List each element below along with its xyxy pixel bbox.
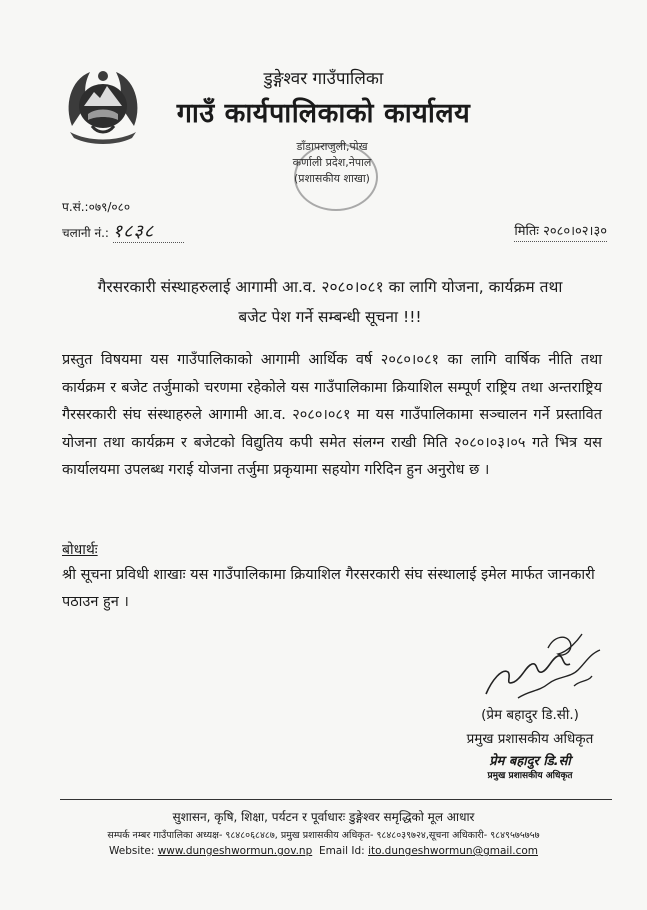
stamp-line: (प्रशासकीय शाखा) xyxy=(294,172,370,185)
office-stamp xyxy=(276,135,388,217)
email-link[interactable]: ito.dungeshwormun@gmail.com xyxy=(368,845,539,857)
bodhartha-text: श्री सूचना प्रविधी शाखाः यस गाउँपालिकामा क्रियाशिल गैरसरकारी संघ संस्थालाई इमेल मार्फत जानकारी पठाउन हुन । xyxy=(62,567,595,610)
signatory-name: (प्रेम बहादुर डि.सी.) xyxy=(481,707,579,723)
email-label: Email Id: xyxy=(318,845,365,857)
signatory-stamp-name: प्रेम बहादुर डि.सी xyxy=(489,754,571,769)
patra-label: प.सं.: xyxy=(62,200,89,214)
date-label: मितिः xyxy=(514,224,539,239)
chalani-label: चलानी नं.: xyxy=(62,226,109,240)
signatory-title: प्रमुख प्रशासकीय अधिकृत xyxy=(466,731,594,747)
website-label: Website: xyxy=(108,845,155,857)
patra-sankhya xyxy=(62,198,130,215)
municipality-name: डुङ्गेश्वर गाउँपालिका xyxy=(263,69,384,89)
date-value: २०८०।०२।३० xyxy=(543,224,607,239)
notice-subject xyxy=(60,272,600,332)
stamp-line: कर्णाली प्रदेश,नेपाल xyxy=(292,156,372,169)
chalani-number xyxy=(62,219,184,243)
website-link[interactable]: www.dungeshwormun.gov.np xyxy=(157,845,313,857)
stamp-line: डाँडापराजुली,पोख xyxy=(296,140,368,153)
footer-motto: सुशासन, कृषि, शिक्षा, पर्यटन र पूर्वाधारः डुङ्गेश्वर समृद्धिको मूल आधार xyxy=(172,810,475,824)
subject-line-1: गैरसरकारी संस्थाहरुलाई आगामी आ.व. २०८०।०८१ का लागि योजना, कार्यक्रम तथा xyxy=(97,278,563,296)
footer-divider xyxy=(60,799,612,800)
footer-contact: सम्पर्क नम्बर गाउँपालिका अध्यक्ष- ९८४८०६८४८७, प्रमुख प्रशासकीय अधिकृत- ९८४८०३९७२४,सूचना अधिकारी- ९८४९५७५७५७ xyxy=(107,830,540,841)
chalani-value: १८३८ xyxy=(113,221,184,243)
subject-line-2: बजेट पेश गर्ने सम्बन्धी सूचना !!! xyxy=(238,308,422,326)
notice-body: प्रस्तुत विषयमा यस गाउँपालिकाको आगामी आर्थिक वर्ष २०८०।०८१ का लागि वार्षिक नीति तथा कार्यक्रम र बजेट तर्जुमाको चरणमा रहेकोले यस गाउँपालिकामा क्रियाशिल सम्पूर्ण राष्ट्रिय तथा अन्तराष्ट्रिय गैरसरकारी संघ संस्थाहरुले आगामी आ.व. २०८०।०८१ मा यस गाउँपालिकामा सञ्चालन गर्ने प्रस्तावित योजना तथा कार्यक्रम र बजेटको विद्युतिय कपी समेत संलग्न राखी मिति २०८०।०३।०५ गते भित्र यस कार्यालयमा उपलब्ध गराई योजना तर्जुमा प्रकृयामा सहयोग गरिदिन हुन अनुरोध छ । xyxy=(62,352,602,478)
office-title: गाउँ कार्यपालिकाको कार्यालय xyxy=(176,98,471,129)
bodhartha-label: बोधार्थः xyxy=(62,542,98,558)
signatory-stamp-title: प्रमुख प्रशासकीय अधिकृत xyxy=(487,771,573,781)
handwritten-signature xyxy=(478,628,608,706)
footer-web-line xyxy=(0,845,647,857)
letter-date xyxy=(514,221,607,242)
patra-value: ०७९/०८० xyxy=(88,200,131,214)
